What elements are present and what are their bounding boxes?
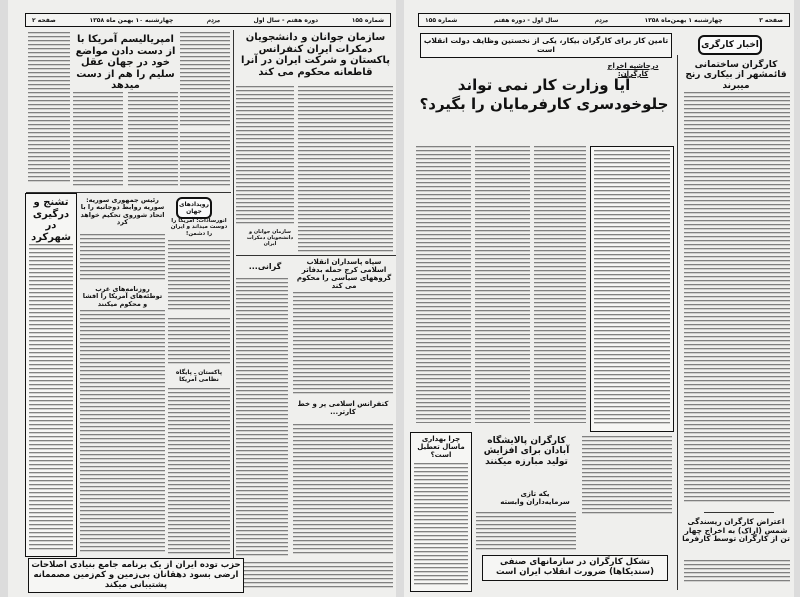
masal-box [410, 432, 472, 592]
headline-pakistan-base: پاکستان ـ پایگاه نظامی آمریکا [175, 369, 223, 383]
article-body [416, 146, 471, 423]
labor-news-logo: اخبار کارگری [698, 35, 762, 55]
headline-qaemshahr: کارگران ساختمانی قائمشهر از بیکاری رنج میبرند [685, 60, 787, 91]
unions-box: تشکل کارگران در سازمانهای صنفی (سندیکاها) ضرورت انقلاب ایران است [482, 555, 668, 581]
headline-abadan: کارگران پالایشگاه آبادان برای افزایش تولید مبارزه میکنند [483, 436, 570, 467]
article-body [594, 150, 670, 426]
world-events-logo: رویدادهای جهان [176, 197, 212, 219]
article-body [684, 560, 790, 584]
main-headline: آیا وزارت کار نمی تواند جلوخودسری کارفرمایان را بگیرد؟ [419, 76, 669, 113]
article-body [475, 146, 530, 423]
article-body [29, 244, 73, 550]
main-headline-kicker: درحاشیه اخراج کارگران: [607, 62, 659, 79]
page-number: صفحه ۲ [32, 16, 56, 24]
divider [704, 512, 774, 513]
column-divider [233, 30, 234, 560]
date: چهارشنبه ۱ بهمن‌ماه ۱۳۵۸ [644, 16, 723, 24]
article-body [236, 86, 294, 226]
shahrekord-box [25, 193, 77, 557]
article-body [414, 463, 468, 587]
article-body [80, 310, 165, 554]
article-body [180, 132, 230, 188]
masthead: مردم [594, 16, 608, 24]
article-body [73, 92, 123, 188]
article-body [80, 234, 165, 282]
divider [236, 255, 396, 256]
right-page-header [418, 13, 790, 27]
headline-imperialism: امپریالیسم آمریکا با از دست دادن مواضع خود در جهان عقل سلیم را هم از دست میدهد [75, 34, 176, 91]
headline-karaj: سپاه پاسداران انقلاب اسلامی کرج حمله بدفاتر گروههای سیاسی را محکوم می کند [296, 258, 392, 291]
headline-shahrekord: تشنج و درگیری در شهرکرد [31, 197, 71, 243]
headline-sadat: انورسادات: آمریکا را دوست میداند و ایران را دشمن! [170, 218, 228, 237]
article-body [293, 292, 393, 396]
page-number: صفحه ۳ [759, 16, 783, 24]
right-page [404, 0, 794, 597]
article-body [293, 424, 393, 554]
headline-inflation: گرانی... [248, 262, 282, 271]
land-reform-box: حزب توده ایران از یک برنامه جامع بنیادی اصلاحات ارضی بسود دهقانان بی‌زمین و کم‌زمین مصممانه پشتیبانی میکند [28, 558, 244, 593]
article-body [168, 318, 230, 366]
article-body [582, 436, 672, 516]
article-body [684, 92, 790, 503]
issue-number: شماره ۱۵۵ [425, 16, 458, 24]
headline-syria: رئیس جمهوری سوریه: سوریه روابط دوجانبه را با اتحاد شوروی تحکیم خواهد کرد [80, 196, 165, 227]
headline-capitalists: یکه تازی سرمایه‌داران وابسته [500, 490, 570, 507]
article-body [534, 146, 586, 423]
headline-western-press: روزنامه‌های غرب توطئه‌های آمریکا را افشا و محکوم میکنند [82, 285, 163, 308]
article-body [298, 86, 393, 252]
masthead: مردم [206, 16, 220, 24]
boxed-column [590, 146, 674, 432]
signature: سازمان جوانان و دانشجویان دمکرات ایران [246, 229, 294, 247]
date: چهارشنبه ۱۰ بهمن ماه ۱۳۵۸ [89, 16, 174, 24]
headline-masal: چرا بهداری ماسال تعطیل است؟ [417, 435, 465, 460]
headline-shams-protest: اعتراض کارگران ریسندگی شمس (اراک) به اخراج چهار تن از کارگران توسط کارفرما [682, 517, 790, 544]
column-divider [677, 55, 678, 590]
article-body [180, 32, 230, 127]
issue-number: شماره ۱۵۵ [351, 16, 384, 24]
article-body [168, 240, 230, 311]
article-body [236, 278, 288, 558]
left-page-header [25, 13, 391, 27]
headline-islamic-conference: کنفرانس اسلامی پر و خط کارتر... [297, 400, 389, 417]
volume: سال اول - دوره هفتم [493, 16, 559, 24]
top-box-headline: تامین کار برای کارگران بیکار، یکی از نخستین وظایف دولت انقلاب است [420, 33, 672, 58]
volume: دوره هفتم - سال اول [253, 16, 319, 24]
article-body [128, 92, 178, 188]
article-body [168, 388, 230, 554]
headline-youth-conference: سازمان جوانان و دانشجویان دمکرات ایران کنفرانس پاکستان و شرکت ایران در آنرا قاطعانه محکوم می کند [240, 32, 391, 78]
left-page [8, 0, 396, 597]
article-body [243, 562, 393, 590]
article-body [476, 512, 576, 550]
article-body [28, 32, 70, 182]
